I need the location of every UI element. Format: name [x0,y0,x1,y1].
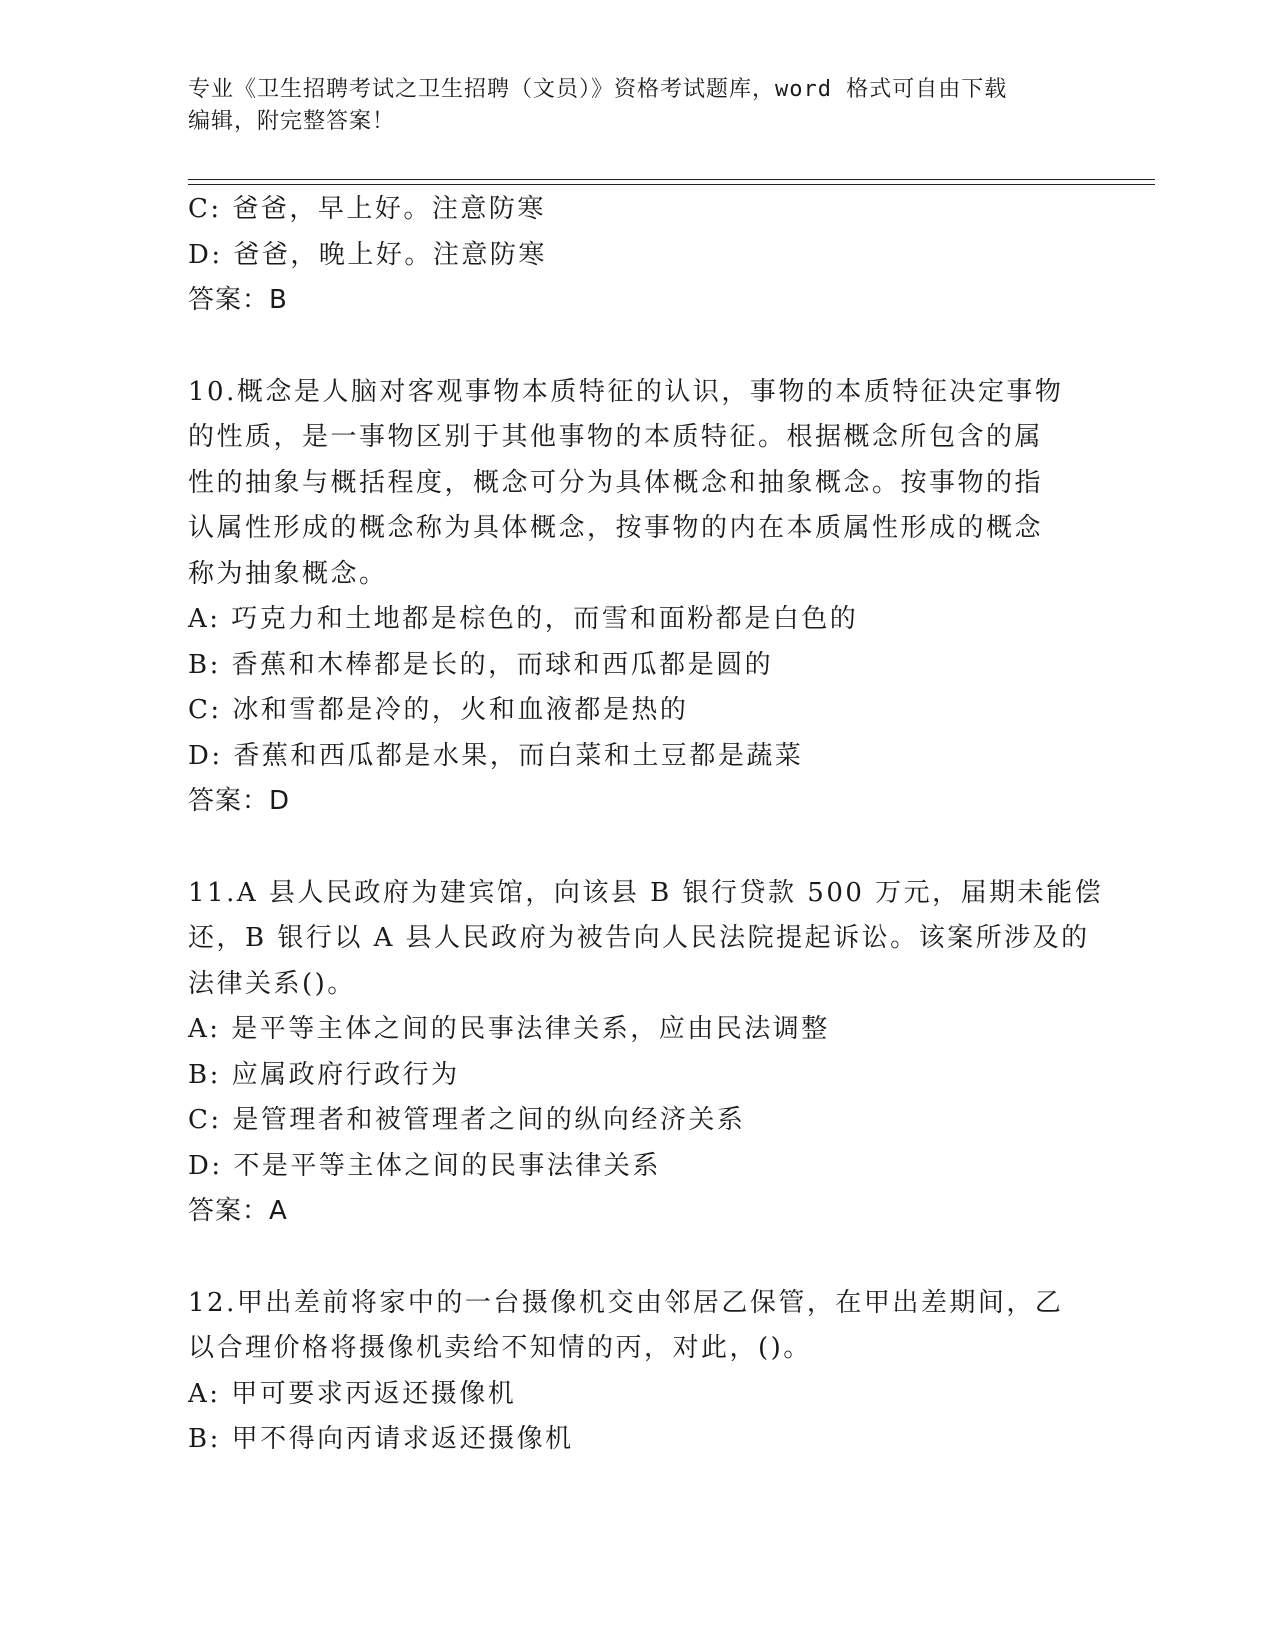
option-a: A: 甲可要求丙返还摄像机 [188,1378,517,1409]
option-d: D: 爸爸，晚上好。注意防寒 [188,239,547,270]
option-a: A: 是平等主体之间的民事法律关系，应由民法调整 [188,1014,830,1044]
option-c: C: 是管理者和被管理者之间的纵向经济关系 [188,1105,746,1135]
question-10 [188,370,1168,825]
header-title-line-2: 编辑，附完整答案！ [188,109,396,134]
question-12 [188,1281,1168,1463]
spacer [188,1235,1168,1281]
option-d: D: 不是平等主体之间的民事法律关系 [188,1150,661,1181]
header-divider-bottom [188,184,1155,185]
spacer [188,825,1168,871]
question-text-line: 还，B 银行以 A 县人民政府为被告向人民法院提起诉讼。该案所涉及的 [188,923,1090,953]
answer-line: 答案：D [188,786,291,816]
question-text-line: 法律关系()。 [188,968,356,999]
question-9-tail [188,187,1168,324]
question-text-line: 12.甲出差前将家中的一台摄像机交由邻居乙保管，在甲出差期间，乙 [188,1287,1064,1318]
answer-line: 答案：A [188,1196,288,1226]
question-text-line: 性的抽象与概括程度，概念可分为具体概念和抽象概念。按事物的指 [188,467,1044,498]
answer-line: 答案：B [188,285,288,315]
header-divider-top [188,179,1155,180]
question-text-line: 以合理价格将摄像机卖给不知情的丙，对此，()。 [188,1333,812,1363]
spacer [188,324,1168,370]
question-text-line: 称为抽象概念。 [188,558,388,589]
option-c: C: 爸爸，早上好。注意防寒 [188,194,546,224]
option-c: C: 冰和雪都是冷的，火和血液都是热的 [188,695,689,725]
option-d: D: 香蕉和西瓜都是水果，而白菜和土豆都是蔬菜 [188,740,804,771]
option-a: A: 巧克力和土地都是棕色的，而雪和面粉都是白色的 [188,604,859,634]
option-b: B: 应属政府行政行为 [188,1059,460,1090]
option-b: B: 甲不得向丙请求返还摄像机 [188,1424,574,1454]
page-header [188,74,1088,138]
option-b: B: 香蕉和木棒都是长的，而球和西瓜都是圆的 [188,649,774,680]
question-text-line: 认属性形成的概念称为具体概念，按事物的内在本质属性形成的概念 [188,513,1044,543]
question-11 [188,871,1168,1235]
question-text-line: 10.概念是人脑对客观事物本质特征的认识，事物的本质特征决定事物 [188,376,1064,407]
question-content [188,187,1168,1463]
question-text-line: 11.A 县人民政府为建宾馆，向该县 B 银行贷款 500 万元，届期未能偿 [188,877,1104,908]
question-text-line: 的性质，是一事物区别于其他事物的本质特征。根据概念所包含的属 [188,422,1044,452]
header-title-line-1: 专业《卫生招聘考试之卫生招聘（文员）》资格考试题库，word 格式可自由下载 [188,77,1008,102]
